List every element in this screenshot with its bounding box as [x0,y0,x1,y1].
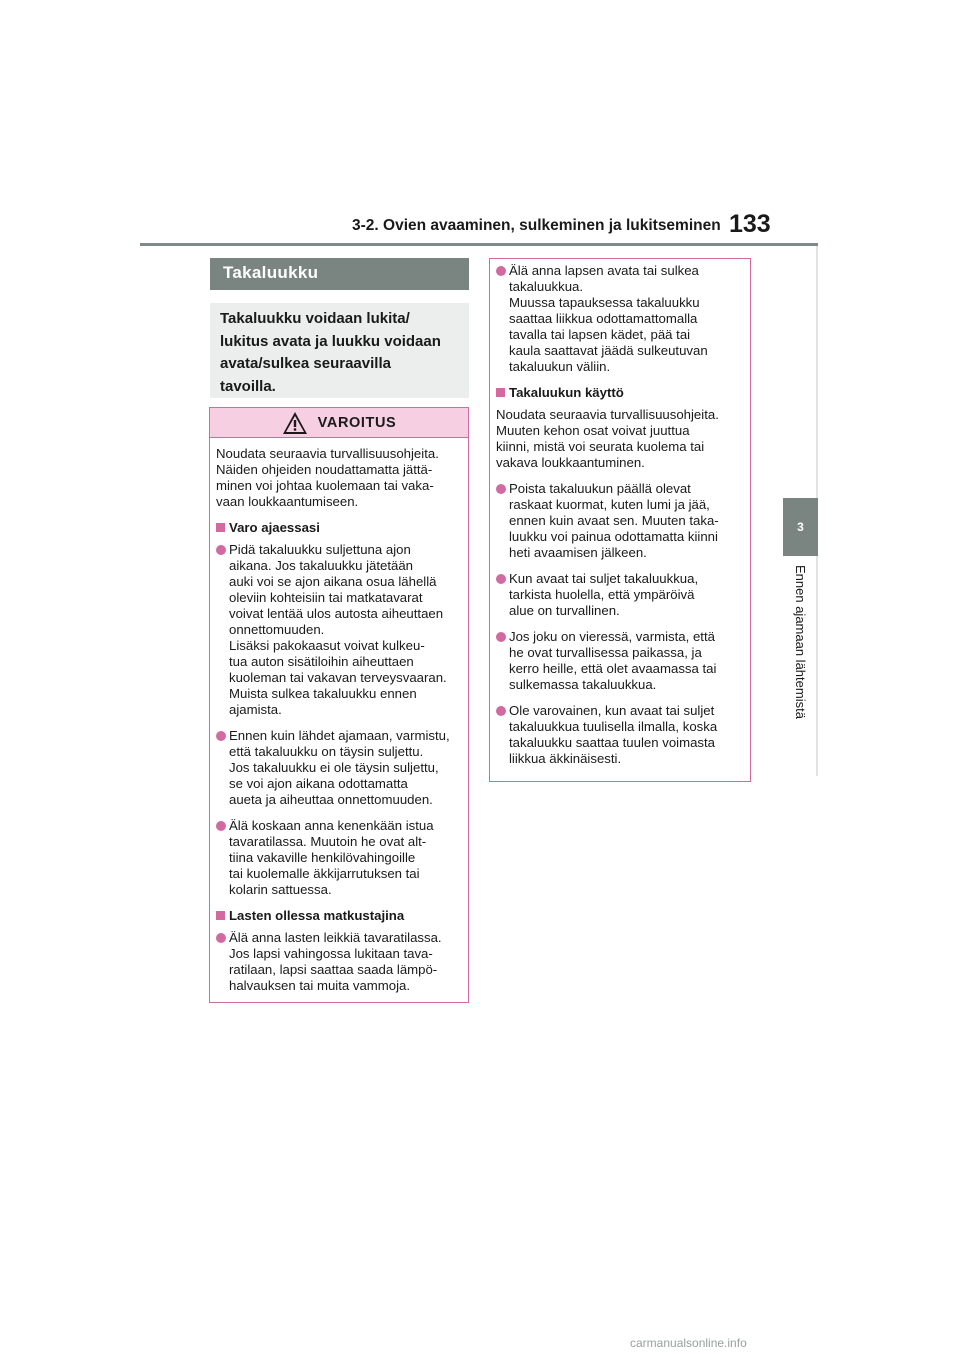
text-line: Pidä takaluukku suljettuna ajon [229,542,411,557]
text-line: kolarin sattuessa. [229,882,332,897]
round-bullet-icon [496,574,506,584]
text-line: kiinni, mistä voi seurata kuolema tai [496,439,705,454]
text-line: Muuten kehon osat voivat juuttua [496,423,690,438]
bullet-text [509,571,744,619]
bullet-item [496,481,744,561]
text-line: he ovat turvallisessa paikassa, ja [509,645,702,660]
text-line: tavaratilassa. Muutoin he ovat alt- [229,834,427,849]
bullet-text [229,728,462,808]
text-line: alue on turvallinen. [509,603,620,618]
text-line: Noudata seuraavia turvallisuusohjeita. [216,446,439,461]
text-line: Jos joku on vieressä, varmista, että [509,629,715,644]
subheading-text: Takaluukun käyttö [509,385,624,400]
text-line: Noudata seuraavia turvallisuusohjeita. [496,407,719,422]
text-line: ennen kuin avaat sen. Muuten taka- [509,513,719,528]
text-line: Muista sulkea takaluukku ennen [229,686,417,701]
square-bullet-icon [216,911,225,920]
text-line: kaula saattavat jäädä sulkeutuvan [509,343,708,358]
subheading [496,385,744,401]
bullet-text [509,629,744,693]
text-line: oleviin kohteisiin tai matkatavarat [229,590,423,605]
warning-triangle-icon [282,411,308,435]
square-bullet-icon [496,388,505,397]
text-line: Näiden ohjeiden noudattamatta jättä- [216,462,433,477]
chapter-tab-number: 3 [797,520,804,534]
warning-box [209,407,469,1003]
intro-line: lukitus avata ja luukku voidaan [220,332,441,350]
intro-line: tavoilla. [220,377,276,395]
bullet-item [216,542,462,718]
text-line: aikana. Jos takaluukku jätetään [229,558,414,573]
chapter-title: Ennen ajamaan lähtemistä [793,565,808,719]
warning-box-continued [489,258,751,782]
round-bullet-icon [216,545,226,555]
text-line: Jos lapsi vahingossa lukitaan tava- [229,946,433,961]
text-line: Muussa tapauksessa takaluukku [509,295,700,310]
round-bullet-icon [496,266,506,276]
text-line: kerro heille, että olet avaamassa tai [509,661,717,676]
text-line: raskaat kuormat, kuten lumi ja jää, [509,497,710,512]
text-line: tavalla tai lapsen kädet, pää tai [509,327,691,342]
text-line: heti avaamisen jälkeen. [509,545,647,560]
text-line: takaluukun väliin. [509,359,611,374]
bullet-text [509,263,744,375]
header-title: 3-2. Ovien avaaminen, sulkeminen ja lukitseminen [352,217,721,234]
side-rule-bottom [816,556,818,776]
round-bullet-icon [216,821,226,831]
text-line: että takaluukku on täysin suljettu. [229,744,424,759]
text-line: Älä anna lasten leikkiä tavaratilassa. [229,930,442,945]
bullet-text [509,481,744,561]
intro-line: Takaluukku voidaan lukita/ [220,310,410,327]
round-bullet-icon [496,706,506,716]
text-line: onnettomuuden. [229,622,325,637]
text-line: se voi ajon aikana odottamatta [229,776,408,791]
text-line: tai kuolemalle äkkijarrutuksen tai [229,866,420,881]
text-line: Älä anna lapsen avata tai sulkea [509,263,699,278]
text-line: liikkua äkkinäisesti. [509,751,622,766]
round-bullet-icon [496,632,506,642]
text-line: voivat lentää ulos autosta aiheuttaen [229,606,444,621]
text-line: takaluukkua. [509,279,584,294]
text-line: luukku voi painua odottamatta kiinni [509,529,718,544]
text-line: Kun avaat tai suljet takaluukkua, [509,571,699,586]
text-line: ajamista. [229,702,282,717]
text-line: tua auton sisätiloihin aiheuttaen [229,654,414,669]
text-line: halvauksen tai muita vammoja. [229,978,411,993]
text-line: tarkista huolella, että ympäröivä [509,587,695,602]
section-title: Takaluukku [210,258,469,290]
square-bullet-icon [216,523,225,532]
watermark: carmanualsonline.info [630,1336,747,1350]
text-line: Jos takaluukku ei ole täysin suljettu, [229,760,439,775]
bullet-text [229,542,462,718]
chapter-title-vertical [784,565,816,765]
warning-label: VAROITUS [317,414,397,431]
subheading [216,520,462,536]
subheading-text: Lasten ollessa matkustajina [229,908,405,923]
side-rule-top [816,246,818,498]
bullet-text [229,818,462,898]
subheading-text: Varo ajaessasi [229,520,320,535]
text-line: takaluukku saattaa tuulen voimasta [509,735,715,750]
bullet-item [216,930,462,994]
warning-content [210,438,468,994]
text-line: takaluukkua tuulisella ilmalla, koska [509,719,718,734]
bullet-item [496,629,744,693]
bullet-text [509,703,744,767]
paragraph [496,407,744,471]
intro-line: avata/sulkea seuraavilla [220,355,391,372]
round-bullet-icon [216,731,226,741]
bullet-item [216,728,462,808]
text-line: Ennen kuin lähdet ajamaan, varmistu, [229,728,450,743]
text-line: vakava loukkaantuminen. [496,455,645,470]
text-line: saattaa liikkua odottamattomalla [509,311,698,326]
text-line: Lisäksi pakokaasut voivat kulkeu- [229,638,425,653]
chapter-tab [783,498,818,556]
text-line: kuoleman tai vakavan terveysvaaran. [229,670,447,685]
page-number: 133 [729,210,771,238]
bullet-item [216,818,462,898]
text-line: ratilaan, lapsi saattaa saada lämpö- [229,962,438,977]
text-line: tiina vakaville henkilövahingoille [229,850,416,865]
bullet-text [229,930,462,994]
bullet-item [496,263,744,375]
text-line: auki voi se ajon aikana osua lähellä [229,574,437,589]
round-bullet-icon [496,484,506,494]
text-line: vaan loukkaantumiseen. [216,494,359,509]
header-rule [140,243,818,246]
bullet-item [496,571,744,619]
text-line: minen voi johtaa kuolemaan tai vaka- [216,478,434,493]
round-bullet-icon [216,933,226,943]
page-header [0,0,960,250]
warning-intro [216,446,462,510]
text-line: aueta ja aiheuttaa onnettomuuden. [229,792,433,807]
subheading [216,908,462,924]
text-line: Poista takaluukun päällä olevat [509,481,691,496]
text-line: Ole varovainen, kun avaat tai suljet [509,703,715,718]
bullet-item [496,703,744,767]
section-intro [210,303,469,398]
text-line: Älä koskaan anna kenenkään istua [229,818,434,833]
warning-cont-content [490,259,750,767]
text-line: sulkemassa takaluukkua. [509,677,657,692]
warning-header [210,408,468,438]
